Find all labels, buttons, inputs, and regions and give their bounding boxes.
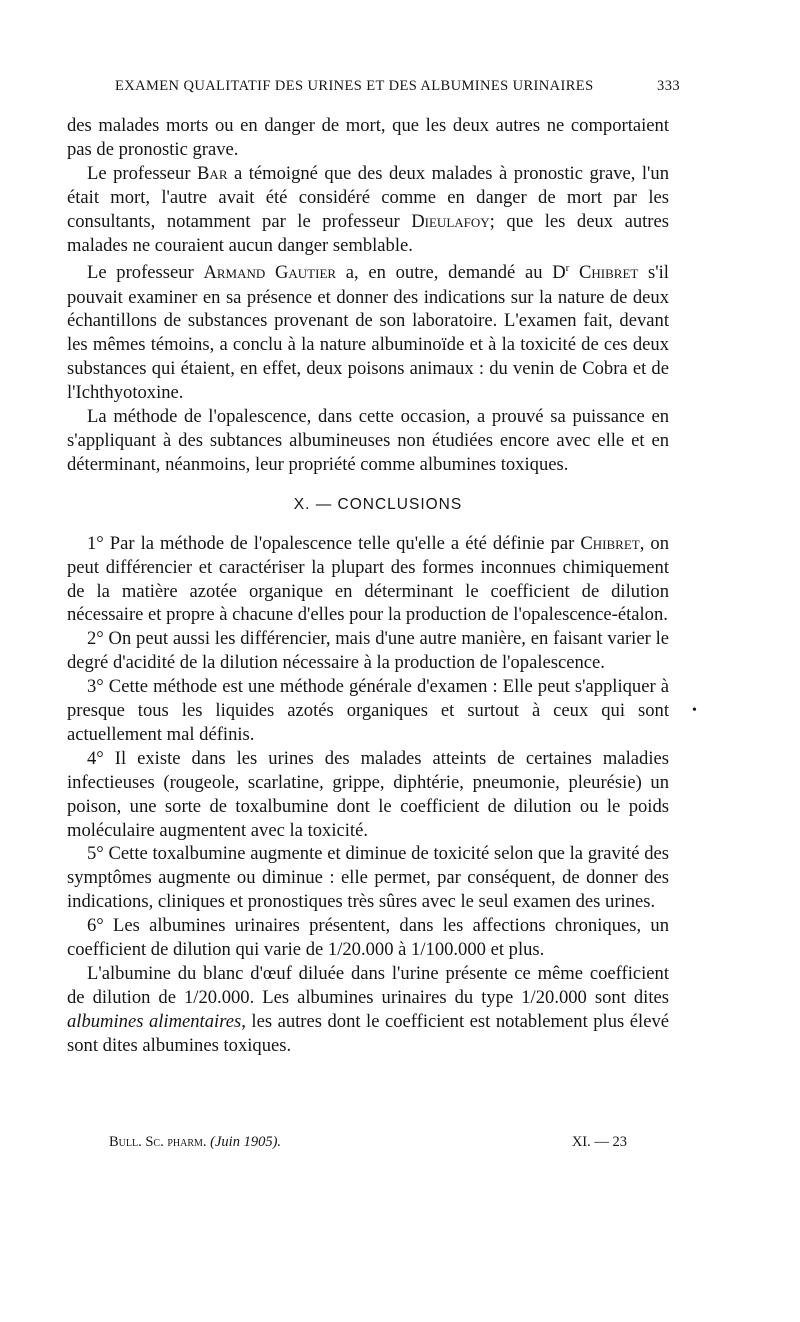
text-run: a témoigné que des deux malades à pronostic grave, l'un était mort, l'autre avait été considéré comme en danger de mort par les consultants, notamment par le professeur <box>67 162 669 232</box>
conclusion-1 <box>67 532 669 628</box>
conclusion-5: 5° Cette toxalbumine augmente et diminue de toxicité selon que la gravité des symptômes augmente ou diminue : elle permet, par conséquent, de donner des indications, cliniques et pronostiques très sûres avec le seul examen des urines. <box>67 843 669 913</box>
text-run: Le professeur <box>87 162 198 184</box>
conclusion-4: 4° Il existe dans les urines des malades atteints de certaines maladies infectieuses (rougeole, scarlatine, grippe, diphtérie, pneumonie, pleurésie) un poison, une sorte de toxalbumine dont le coefficient de dilution ou le poids moléculaire augmentent avec la toxicité. <box>67 747 669 841</box>
running-header <box>115 78 680 100</box>
paragraph-opalescence: La méthode de l'opalescence, dans cette occasion, a prouvé sa puissance en s'appliquant à des subtances albumineuses non étudiées encore avec elle et en déterminant, néanmoins, leur propriété comme albumines toxiques. <box>67 406 669 475</box>
journal-abbrev: Bull. Sc. pharm. <box>109 1134 207 1150</box>
author-name-bar: Bar <box>197 162 228 184</box>
author-name-chibret: Chibret <box>579 262 639 284</box>
text-run: a, en outre, demandé au D <box>336 262 566 284</box>
footer <box>109 1134 627 1156</box>
page-number: 333 <box>657 78 680 94</box>
text-run: , les autres dont le coefficient est notablement plus élevé sont dites albumines toxiques. <box>67 1010 669 1056</box>
italic-term: albumines alimentaires <box>67 1010 242 1032</box>
conclusion-2: 2° On peut aussi les différencier, mais d'une autre manière, en faisant varier le degré d'acidité de la dilution nécessaire à la production de l'opalescence. <box>67 628 669 674</box>
paragraph-bar <box>67 162 669 258</box>
paragraph-gautier <box>67 257 669 405</box>
body-text <box>67 114 669 1058</box>
conclusion-3: 3° Cette méthode est une méthode générale d'examen : Elle peut s'appliquer à presque tous les liquides azotés organiques et surtout à ceux qui sont actuellement mal définis. <box>67 676 669 745</box>
text-run: 1° Par la méthode de l'opalescence telle qu'elle a été définie par <box>87 532 581 554</box>
sheet-signature: XI. — 23 <box>571 1134 627 1150</box>
author-name-chibret: Chibret <box>580 532 640 554</box>
paragraph-continuation: des malades morts ou en danger de mort, que les deux autres ne comportaient pas de pronostic grave. <box>67 115 669 160</box>
section-title: X. — CONCLUSIONS <box>293 495 463 513</box>
footer-citation <box>109 1134 281 1151</box>
conclusion-6: 6° Les albumines urinaires présentent, dans les affections chroniques, un coefficient de dilution qui varie de 1/20.000 à 1/100.000 et plus. <box>67 915 669 961</box>
text-run: s'il pouvait examiner en sa présence et donner des indications sur la nature de deux échantillons de substances provenant de son laboratoire. L'examen fait, devant les mêmes témoins, a conclu à la nature albuminoïde et à la toxicité de ces deux substances qui étaient, en effet, deux poisons animaux : du venin de Cobra et de l'Ichthyotoxine. <box>67 262 669 404</box>
text-run: L'albumine du blanc d'œuf diluée dans l'urine présente ce même coefficient de dilution de 1/20.000. Les albumines urinaires du type 1/20.000 sont dites <box>67 963 669 1008</box>
author-name-dieulafoy: Dieulafoy <box>411 210 490 232</box>
footer-date: (Juin 1905). <box>210 1134 282 1150</box>
author-name-gautier: Armand Gautier <box>203 262 337 284</box>
text-run: Le professeur <box>87 262 204 284</box>
superscript-r: r <box>565 262 570 275</box>
conclusion-egg-albumin <box>67 962 669 1058</box>
text-run: , on peut différencier et caractériser la plupart des formes inconnues chimiquement de la matière azotée organique en déterminant le coefficient de dilution nécessaire et propre à chacune d'elles pour la production de l'opalescence-étalon. <box>67 532 669 626</box>
running-header-title: EXAMEN QUALITATIF DES URINES ET DES ALBUMINES URINAIRES <box>115 78 594 94</box>
text-run: ; que les deux autres malades ne couraient aucun danger semblable. <box>67 210 669 256</box>
text-run <box>569 263 579 284</box>
margin-mark: • <box>692 703 697 718</box>
